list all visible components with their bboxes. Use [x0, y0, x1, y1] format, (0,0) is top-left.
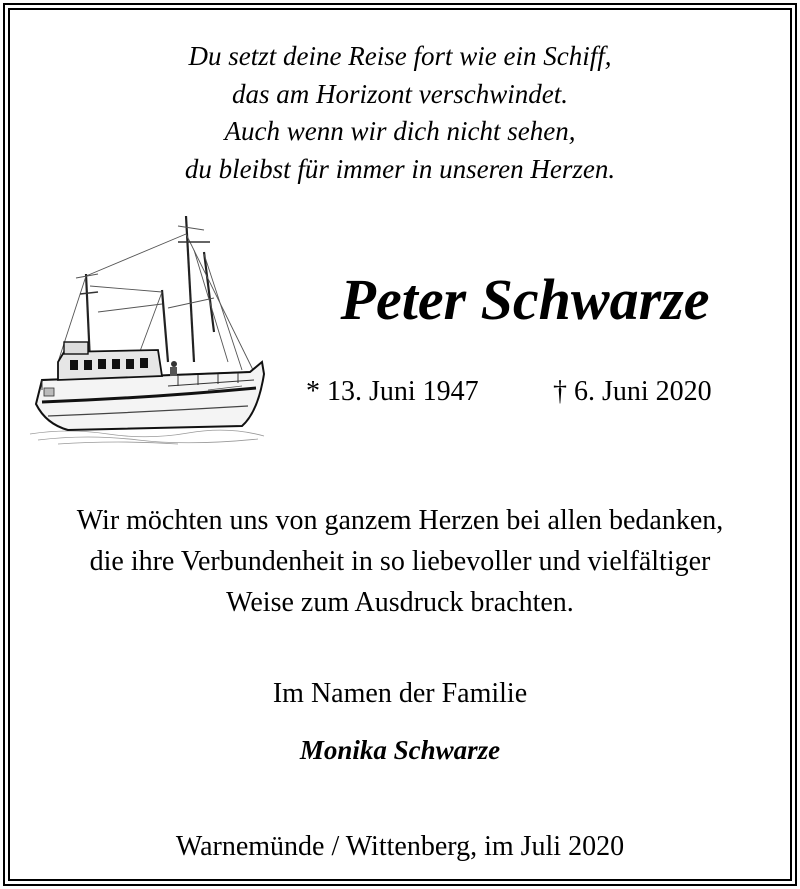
signer-name: Monika Schwarze	[299, 735, 501, 765]
deceased-name: Peter Schwarze	[340, 267, 710, 332]
fishing-boat-icon	[28, 212, 268, 448]
poem-line: Du setzt deine Reise fort wie ein Schiff,	[188, 41, 612, 71]
poem-line: Auch wenn wir dich nicht sehen,	[224, 116, 576, 146]
death-date: † 6. Juni 2020	[553, 376, 712, 407]
family-line: Im Namen der Familie	[272, 678, 528, 709]
thanks-line: Weise zum Ausdruck brachten.	[226, 587, 574, 618]
thanks-line: die ihre Verbundenheit in so liebevoller und vielfältiger	[89, 546, 711, 577]
poem	[0, 38, 800, 188]
birth-date: * 13. Juni 1947	[306, 376, 479, 407]
poem-line: das am Horizont verschwindet.	[232, 78, 568, 109]
thanks-line: Wir möchten uns von ganzem Herzen bei allen bedanken,	[76, 505, 724, 536]
thanks-text	[0, 500, 800, 623]
place-date: Warnemünde / Wittenberg, im Juli 2020	[175, 831, 625, 862]
poem-line: du bleibst für immer in unseren Herzen.	[184, 153, 616, 184]
